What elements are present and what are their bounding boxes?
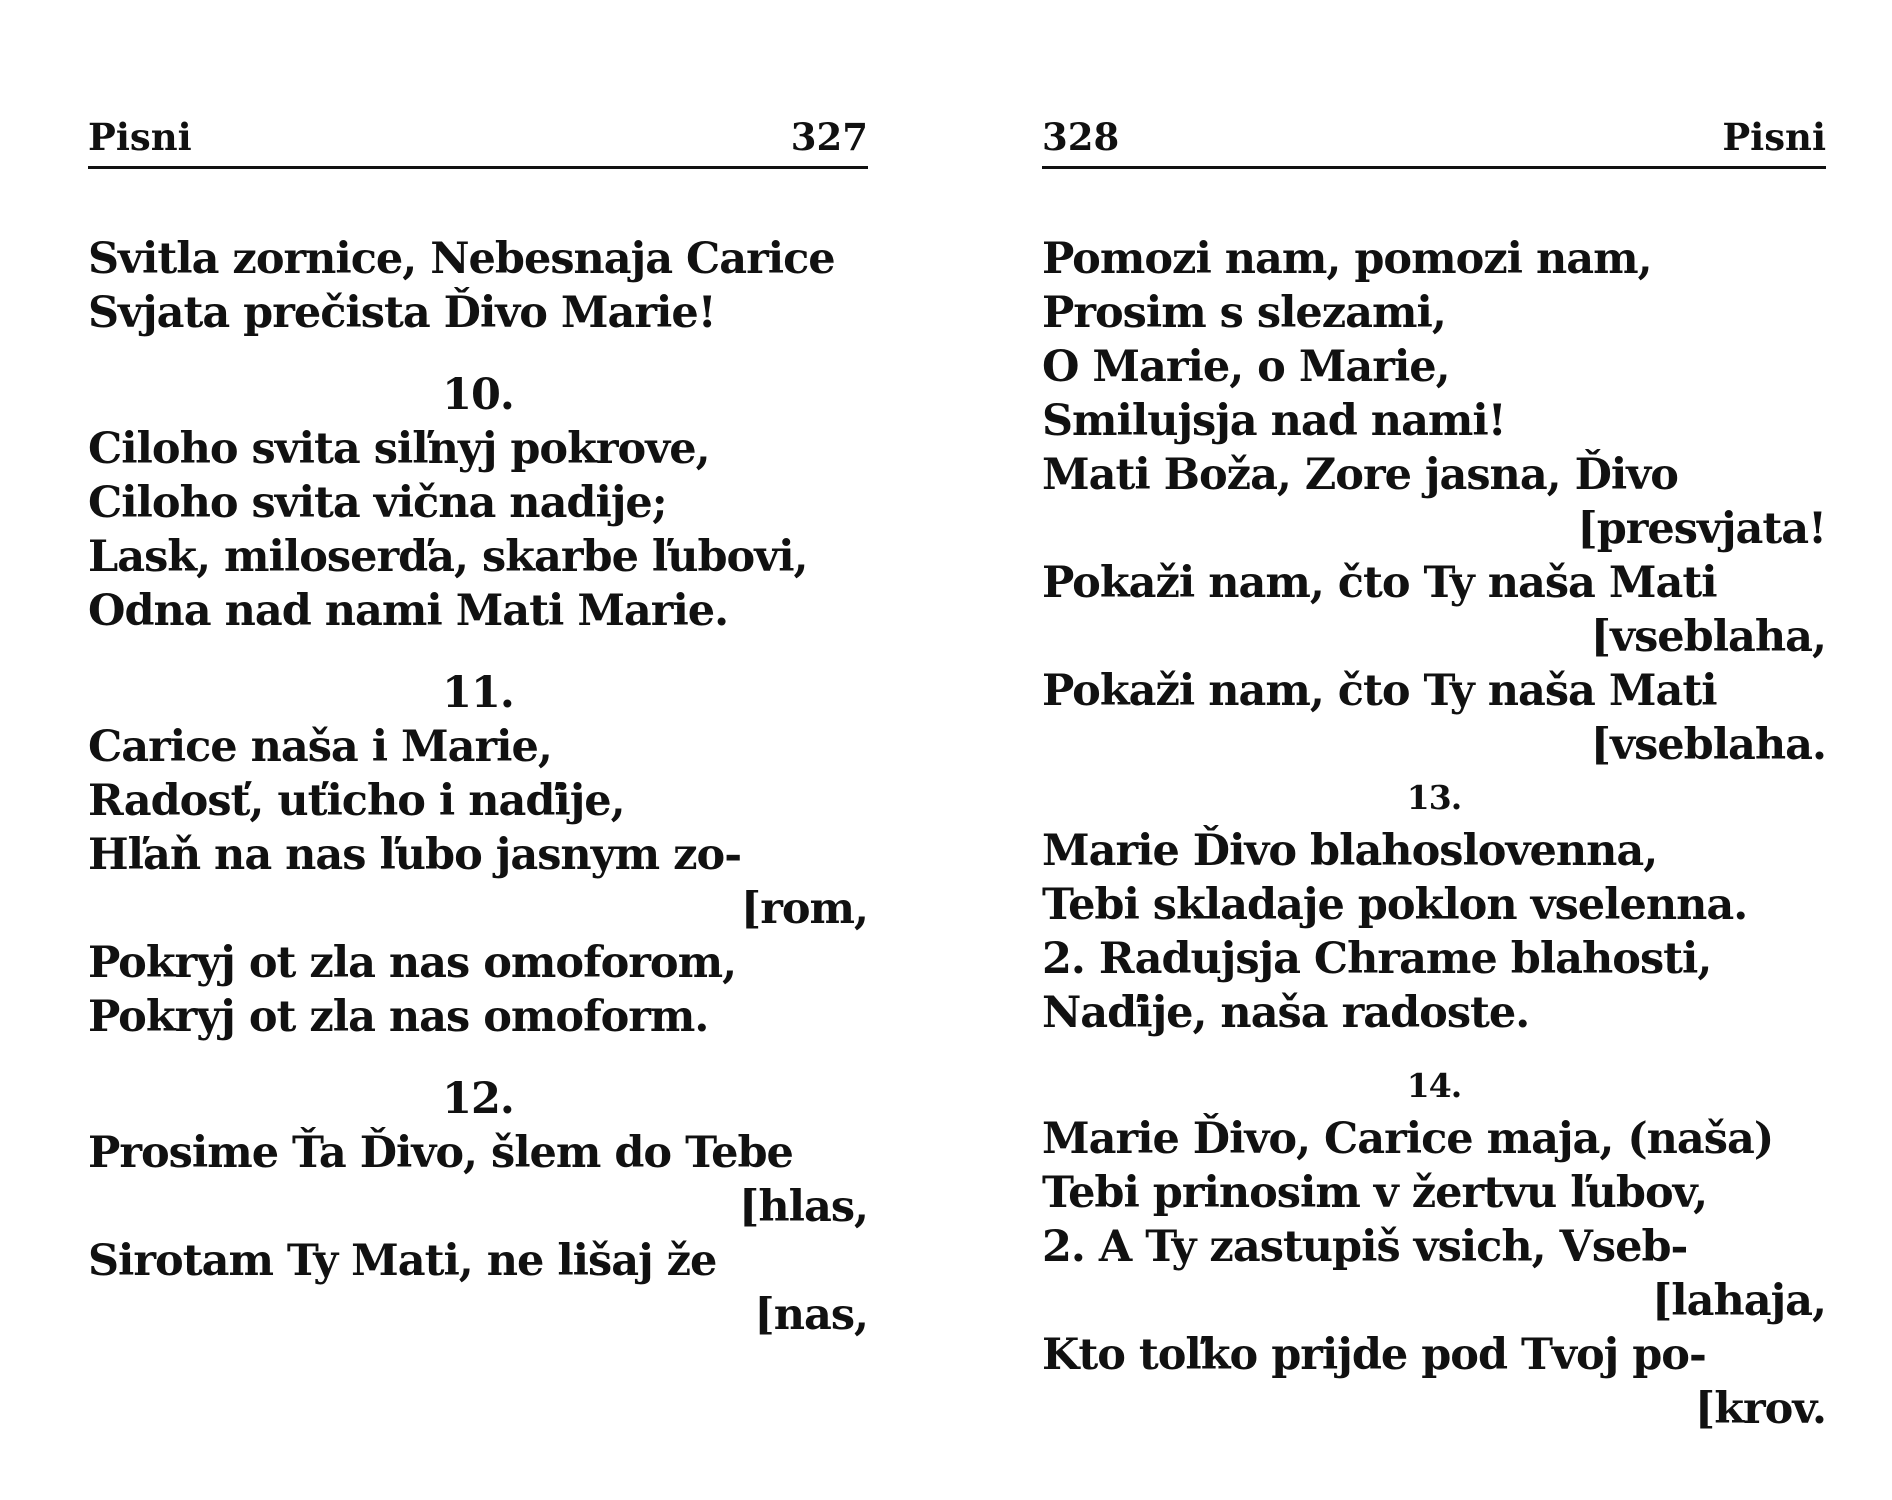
header-rule bbox=[1042, 166, 1826, 169]
verse-line: O Marie, o Marie, bbox=[1042, 342, 1450, 392]
verse-line: Pomozi nam, pomozi nam, bbox=[1042, 234, 1652, 284]
running-title: Pisni bbox=[1722, 115, 1826, 159]
verse-line: Odna nad nami Mati Marie. bbox=[88, 586, 729, 636]
verse-line: Pokryj ot zla nas omoforom, bbox=[88, 938, 737, 988]
left-page-text bbox=[88, 232, 868, 1342]
verse-line: Pokaži nam, čto Ty naša Mati bbox=[1042, 558, 1717, 608]
right-page-text bbox=[1042, 232, 1826, 1436]
running-title: Pisni bbox=[88, 115, 192, 159]
verse-line: Pokaži nam, čto Ty naša Mati bbox=[1042, 666, 1717, 716]
verse-line: Kto toľko prijde pod Tvoj po- bbox=[1042, 1330, 1706, 1380]
verse-line: Marie Ďivo, Carice maja, (naša) bbox=[1042, 1114, 1774, 1164]
verse-line: 2. Radujsja Chrame blahosti, bbox=[1042, 934, 1712, 984]
verse-line: 2. A Ty zastupiš vsich, Vseb- bbox=[1042, 1222, 1688, 1272]
left-page-header bbox=[88, 112, 868, 162]
stanza-number: 11. bbox=[442, 668, 514, 718]
stanza-number: 13. bbox=[1406, 778, 1462, 817]
verse-line: Radosť, uťicho i naďije, bbox=[88, 776, 625, 826]
verse-line: Tebi skladaje poklon vselenna. bbox=[1042, 880, 1748, 930]
verse-line: Mati Boža, Zore jasna, Ďivo bbox=[1042, 450, 1678, 500]
right-page-header bbox=[1042, 112, 1826, 162]
verse-line-continuation: [hlas, bbox=[739, 1182, 868, 1232]
verse-line-continuation: [rom, bbox=[740, 884, 868, 934]
page-number: 328 bbox=[1042, 115, 1120, 159]
verse-line-continuation: [lahaja, bbox=[1651, 1276, 1826, 1326]
verse-line: Ciloho svita vična nadije; bbox=[88, 478, 667, 528]
stanza-number: 10. bbox=[442, 370, 514, 420]
verse-line-continuation: [nas, bbox=[754, 1290, 868, 1340]
verse-line: Prosim s slezami, bbox=[1042, 288, 1446, 338]
verse-line: Svitla zornice, Nebesnaja Carice bbox=[88, 234, 835, 284]
verse-line-continuation: [vseblaha, bbox=[1590, 612, 1826, 662]
verse-line-continuation: [vseblaha. bbox=[1590, 720, 1826, 770]
verse-line: Hľaň na nas ľubo jasnym zo- bbox=[88, 830, 742, 880]
verse-line: Carice naša i Marie, bbox=[88, 722, 552, 772]
verse-line: Marie Ďivo blahoslovenna, bbox=[1042, 826, 1658, 876]
verse-line: Lask, miloserďa, skarbe ľubovi, bbox=[88, 532, 808, 582]
verse-line-continuation: [krov. bbox=[1694, 1384, 1826, 1434]
verse-line: Svjata prečista Ďivo Marie! bbox=[88, 288, 716, 338]
header-rule bbox=[88, 166, 868, 169]
stanza-number: 14. bbox=[1406, 1066, 1462, 1105]
verse-line-continuation: [presvjata! bbox=[1577, 504, 1826, 554]
verse-line: Sirotam Ty Mati, ne lišaj že bbox=[88, 1236, 717, 1286]
verse-line: Prosime Ťa Ďivo, šlem do Tebe bbox=[88, 1128, 793, 1178]
verse-line: Smilujsja nad nami! bbox=[1042, 396, 1506, 446]
verse-line: Tebi prinosim v žertvu ľubov, bbox=[1042, 1168, 1708, 1218]
page-number: 327 bbox=[790, 115, 868, 159]
verse-line: Naďije, naša radoste. bbox=[1042, 988, 1530, 1038]
verse-line: Pokryj ot zla nas omoform. bbox=[88, 992, 709, 1042]
stanza-number: 12. bbox=[442, 1074, 514, 1124]
verse-line: Ciloho svita siľnyj pokrove, bbox=[88, 424, 710, 474]
